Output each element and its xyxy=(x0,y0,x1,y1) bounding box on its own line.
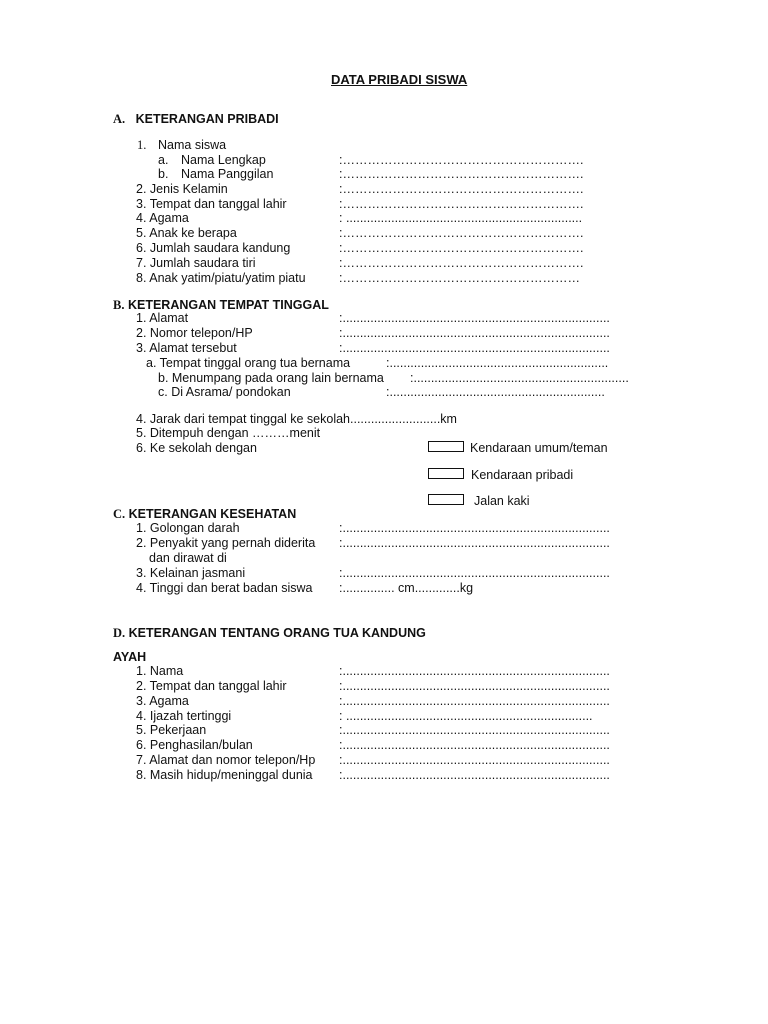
b-sub-c-dots: :.............................................................. xyxy=(386,385,605,399)
section-d-heading xyxy=(113,626,426,641)
d-item-7: 7. Alamat dan nomor telepon/Hp xyxy=(136,753,316,767)
section-b-title: KETERANGAN TEMPAT TINGGAL xyxy=(127,298,329,312)
d-item-3-dots: :............................................................................. xyxy=(339,694,610,708)
a-item-8: 8. Anak yatim/piatu/yatim piatu xyxy=(136,271,306,285)
option-kendaraan-pribadi: Kendaraan pribadi xyxy=(471,468,574,482)
a-item-b-label: Nama Panggilan xyxy=(181,167,274,181)
a-item-3: 3. Tempat dan tanggal lahir xyxy=(136,197,287,211)
c-item-1: 1. Golongan darah xyxy=(136,521,240,535)
c-item-1-dots: :............................................................................. xyxy=(339,521,610,535)
a-item-7-dots: :…………………………………………………. xyxy=(339,256,584,270)
d-item-2: 2. Tempat dan tanggal lahir xyxy=(136,679,287,693)
c-item-2-cont: dan dirawat di xyxy=(149,551,227,565)
b-sub-c: c. Di Asrama/ pondokan xyxy=(158,385,291,399)
a-item-1-num: 1. xyxy=(137,138,147,152)
b-sub-b-dots: :.............................................................. xyxy=(410,371,629,385)
a-item-b-dots: :…………………………………………………. xyxy=(339,167,584,181)
section-c-letter: C. xyxy=(113,507,126,521)
option-kendaraan-umum: Kendaraan umum/teman xyxy=(470,441,608,455)
c-item-2-dots: :............................................................................. xyxy=(339,536,610,550)
document-title: DATA PRIBADI SISWA xyxy=(331,72,468,87)
d-item-5-dots: :............................................................................. xyxy=(339,723,610,737)
section-c-title: KETERANGAN KESEHATAN xyxy=(128,507,297,521)
c-item-2: 2. Penyakit yang pernah diderita xyxy=(136,536,316,550)
section-a-title: KETERANGAN PRIBADI xyxy=(135,112,279,126)
a-item-4: 4. Agama xyxy=(136,211,189,225)
b-item-2: 2. Nomor telepon/HP xyxy=(136,326,253,340)
checkbox-kendaraan-pribadi[interactable] xyxy=(428,468,464,479)
d-item-6: 6. Penghasilan/bulan xyxy=(136,738,253,752)
a-item-5: 5. Anak ke berapa xyxy=(136,226,237,240)
c-item-4-dots: :............... cm.............kg xyxy=(339,581,474,595)
a-item-a-label: Nama Lengkap xyxy=(181,153,266,167)
d-item-6-dots: :............................................................................. xyxy=(339,738,610,752)
b-item-5-ditempuh: 5. Ditempuh dengan ………menit xyxy=(136,426,321,440)
a-item-b-num: b. xyxy=(158,167,169,181)
d-item-7-dots: :............................................................................. xyxy=(339,753,610,767)
section-d-subheading: AYAH xyxy=(113,650,147,664)
b-sub-a: a. Tempat tinggal orang tua bernama xyxy=(146,356,351,370)
d-item-5: 5. Pekerjaan xyxy=(136,723,207,737)
b-item-6-ke-sekolah: 6. Ke sekolah dengan xyxy=(136,441,257,455)
b-item-4-jarak: 4. Jarak dari tempat tinggal ke sekolah..........................km xyxy=(136,412,457,426)
b-item-1: 1. Alamat xyxy=(136,311,189,325)
d-item-1: 1. Nama xyxy=(136,664,184,678)
a-item-1-label: Nama siswa xyxy=(158,138,227,152)
section-b-letter: B. xyxy=(113,298,125,312)
checkbox-jalan-kaki[interactable] xyxy=(428,494,464,505)
c-item-3-dots: :............................................................................. xyxy=(339,566,610,580)
c-item-3: 3. Kelainan jasmani xyxy=(136,566,246,580)
a-item-a-num: a. xyxy=(158,153,169,167)
d-item-1-dots: :............................................................................. xyxy=(339,664,610,678)
b-item-1-dots: :............................................................................. xyxy=(339,311,610,325)
a-item-2: 2. Jenis Kelamin xyxy=(136,182,228,196)
a-item-7: 7. Jumlah saudara tiri xyxy=(136,256,256,270)
a-item-8-dots: :………………………………………………… xyxy=(339,271,580,285)
d-item-3: 3. Agama xyxy=(136,694,189,708)
d-item-8-dots: :............................................................................. xyxy=(339,768,610,782)
d-item-4-dots: : ....................................................................... xyxy=(339,709,593,723)
d-item-8: 8. Masih hidup/meninggal dunia xyxy=(136,768,313,782)
option-jalan-kaki: Jalan kaki xyxy=(474,494,530,508)
checkbox-kendaraan-umum[interactable] xyxy=(428,441,464,452)
section-a-letter: A. xyxy=(113,112,126,126)
a-item-3-dots: :…………………………………………………. xyxy=(339,197,584,211)
a-item-5-dots: :…………………………………………………. xyxy=(339,226,584,240)
a-item-6-dots: :…………………………………………………. xyxy=(339,241,584,255)
b-sub-a-dots: :............................................................... xyxy=(386,356,609,370)
section-d-letter: D. xyxy=(113,626,126,640)
b-sub-b: b. Menumpang pada orang lain bernama xyxy=(158,371,384,385)
b-item-2-dots: :............................................................................. xyxy=(339,326,610,340)
b-item-3: 3. Alamat tersebut xyxy=(136,341,237,355)
a-item-a-dots: :…………………………………………………. xyxy=(339,153,584,167)
d-item-2-dots: :............................................................................. xyxy=(339,679,610,693)
b-item-3-dots: :............................................................................. xyxy=(339,341,610,355)
section-a-heading xyxy=(113,112,279,127)
section-d-title: KETERANGAN TENTANG ORANG TUA KANDUNG xyxy=(128,626,426,640)
a-item-4-dots: : .................................................................... xyxy=(339,211,583,225)
a-item-6: 6. Jumlah saudara kandung xyxy=(136,241,291,255)
section-c-heading xyxy=(113,507,296,522)
a-item-2-dots: :…………………………………………………. xyxy=(339,182,584,196)
d-item-4: 4. Ijazah tertinggi xyxy=(136,709,232,723)
c-item-4: 4. Tinggi dan berat badan siswa xyxy=(136,581,313,595)
